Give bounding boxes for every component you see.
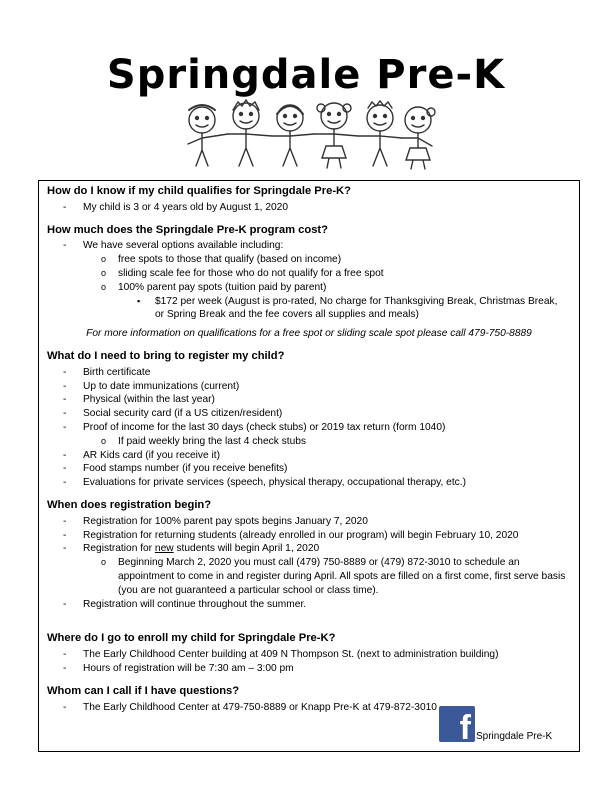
list-item: - Registration will continue throughout the summer.	[47, 598, 571, 612]
list-item: - We have several options available including:	[47, 239, 571, 253]
faq-question-location: Where do I go to enroll my child for Springdale Pre-K?	[47, 632, 336, 645]
new-prefix: Registration for	[83, 543, 155, 555]
children-holding-hands-illustration	[176, 98, 438, 170]
faq-question-registration: When does registration begin?	[47, 498, 212, 511]
new-suffix: students will begin April 1, 2020	[173, 543, 320, 555]
faq-question-bring: What do I need to bring to register my child?	[47, 349, 285, 362]
facebook-page-name[interactable]: Springdale Pre-K	[476, 731, 553, 742]
qualification-note: For more information on qualifications for a free spot or sliding scale spot please call 479-750-8889	[86, 328, 532, 340]
list-item: ▪ $172 per week (August is pro-rated, No charge for Thanksgiving Break, Christmas Break, or Spring Break and the fee covers all supplies and meals)	[47, 295, 571, 323]
list-item: - Social security card (if a US citizen/resident)	[47, 407, 571, 421]
list-item: - Birth certificate	[47, 366, 571, 380]
list-item: - My child is 3 or 4 years old by August 1, 2020	[47, 201, 571, 215]
list-item: - The Early Childhood Center at 479-750-8889 or Knapp Pre-K at 479-872-3010	[47, 701, 571, 715]
list-item: - Up to date immunizations (current)	[47, 380, 571, 394]
faq-question-cost: How much does the Springdale Pre-K program cost?	[47, 223, 328, 236]
list-item: - Evaluations for private services (speech, physical therapy, occupational therapy, etc.)	[47, 476, 571, 490]
list-item: o Beginning March 2, 2020 you must call (479) 750-8889 or (479) 872-3010 to schedule an appointment to come in and register during April. All spots are filled on a first come, first serve basis (you are not guaranteed a particular school or class time).	[47, 556, 571, 597]
list-item	[47, 542, 571, 556]
list-item: o 100% parent pay spots (tuition paid by parent)	[47, 281, 571, 295]
list-item: - The Early Childhood Center building at 409 N Thompson St. (next to administration building)	[47, 648, 571, 662]
list-item: - Physical (within the last year)	[47, 393, 571, 407]
faq-box	[38, 180, 580, 752]
page-title: Springdale Pre-K	[106, 52, 506, 98]
list-item: - Food stamps number (if you receive benefits)	[47, 462, 571, 476]
list-item: - Registration for returning students (already enrolled in our program) will begin February 10, 2020	[47, 529, 571, 543]
list-item: o If paid weekly bring the last 4 check stubs	[47, 435, 571, 449]
facebook-icon[interactable]: f	[439, 706, 475, 742]
faq-question-qualify: How do I know if my child qualifies for Springdale Pre-K?	[47, 185, 351, 197]
list-item: - AR Kids card (if you receive it)	[47, 449, 571, 463]
list-item: o sliding scale fee for those who do not qualify for a free spot	[47, 267, 571, 281]
new-word: new	[154, 543, 174, 555]
list-item: - Proof of income for the last 30 days (check stubs) or 2019 tax return (form 1040)	[47, 421, 571, 435]
list-item: - Registration for 100% parent pay spots begins January 7, 2020	[47, 515, 571, 529]
list-item: - Hours of registration will be 7:30 am – 3:00 pm	[47, 662, 571, 676]
list-item: o free spots to those that qualify (based on income)	[47, 253, 571, 267]
faq-question-contact: Whom can I call if I have questions?	[47, 684, 240, 697]
